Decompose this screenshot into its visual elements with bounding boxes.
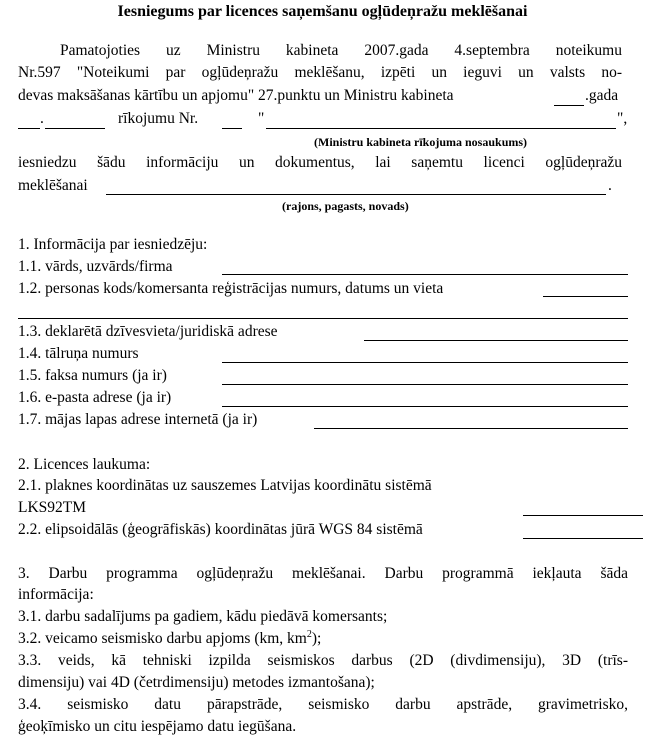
field-1-1[interactable] [222,274,628,275]
location-end-dot: . [608,177,612,194]
order-date-dot: . [40,110,44,127]
section2-heading: 2. Licences laukuma: [18,456,151,473]
blank-order-day[interactable] [18,128,40,129]
item-3-2-text: 3.2. veicamo seismisko darbu apjoms (km, km [18,630,307,647]
item-3-3-line-1: 3.3. veids, kā tehniski izpilda seismiskos darbus (2D (divdimensiju), 3D (trīs- [18,652,628,669]
intro-line-3a: devas maksāšanas kārtību un apjomu" 27.punktu un Ministru kabineta [18,87,454,104]
item-3-2-superscript: 2 [306,628,312,640]
caption-location: (rajons, pagasts, novads) [282,199,409,213]
quote-close: ", [617,110,628,127]
intro-line-2: Nr.597 "Noteikumi par ogļūdeņražu meklēšanu, izpēti un ieguvi un valsts no- [18,64,622,81]
item-2-1-label: 2.1. plaknes koordinātas uz sauszemes Latvijas koordinātu sistēmā [18,477,432,494]
section3-line-1: 3. Darbu programma ogļūdeņražu meklēšanai. Darbu programmā iekļauta šāda [18,565,628,582]
blank-cabinet-year[interactable] [554,105,584,106]
item-2-2-label: 2.2. elipsoidālās (ģeogrāfiskās) koordinātas jūrā WGS 84 sistēmā [18,521,423,538]
caption-order-title: (Ministru kabineta rīkojuma nosaukums) [314,135,528,149]
intro-line-3b: .gada [585,87,619,104]
item-3-1: 3.1. darbu sadalījums pa gadiem, kādu piedāvā komersants; [18,608,388,625]
field-1-4[interactable] [222,362,628,363]
intro-line-5: iesniedzu šādu informāciju un dokumentus, lai saņemtu licenci ogļūdeņražu [18,154,622,171]
blank-order-title[interactable] [266,128,616,129]
blank-order-number[interactable] [222,128,242,129]
field-1-6[interactable] [222,406,628,407]
field-1-2-continued[interactable] [18,318,628,319]
blank-order-month[interactable] [45,128,105,129]
document-title: Iesniegums par licences saņemšanu ogļūdeņražu meklēšanai [117,3,528,20]
section3-line-2: informācija: [18,586,94,603]
field-1-7[interactable] [314,428,628,429]
item-1-1-label: 1.1. vārds, uzvārds/firma [18,258,173,275]
field-1-2[interactable] [543,296,628,297]
item-1-3-label: 1.3. deklarētā dzīvesvieta/juridiskā adrese [18,323,278,340]
blank-location[interactable] [106,194,606,195]
intro-line-6: meklēšanai [18,177,88,194]
item-3-2 [18,630,321,648]
item-3-3-line-2: dimensiju) vai 4D (četrdimensiju) metodes izmantošana); [18,674,375,691]
intro-line-1: Pamatojoties uz Ministru kabineta 2007.gada 4.septembra noteikumu [60,42,622,59]
item-3-2-end: ); [311,630,322,647]
item-1-2-label: 1.2. personas kods/komersanta reģistrācijas numurs, datums un vieta [18,280,444,297]
order-number-label: rīkojumu Nr. [118,110,199,127]
field-2-1[interactable] [523,515,643,516]
section1-heading: 1. Informācija par iesniedzēju: [18,236,208,253]
item-2-1-label-cont: LKS92TM [18,499,87,516]
item-1-7-label: 1.7. mājas lapas adrese internetā (ja ir) [18,411,258,428]
item-3-4-line-1: 3.4. seismisko datu pārapstrāde, seismisko darbu apstrāde, gravimetrisko, [18,696,628,713]
item-1-5-label: 1.5. faksa numurs (ja ir) [18,367,167,384]
field-1-3[interactable] [364,340,628,341]
item-3-4-line-2: ģeoķīmisko un citu iespējamo datu iegūšana. [18,718,297,735]
field-1-5[interactable] [222,384,628,385]
field-2-2[interactable] [523,538,643,539]
quote-open: " [258,110,265,127]
item-1-6-label: 1.6. e-pasta adrese (ja ir) [18,389,172,406]
item-1-4-label: 1.4. tālruņa numurs [18,345,139,362]
